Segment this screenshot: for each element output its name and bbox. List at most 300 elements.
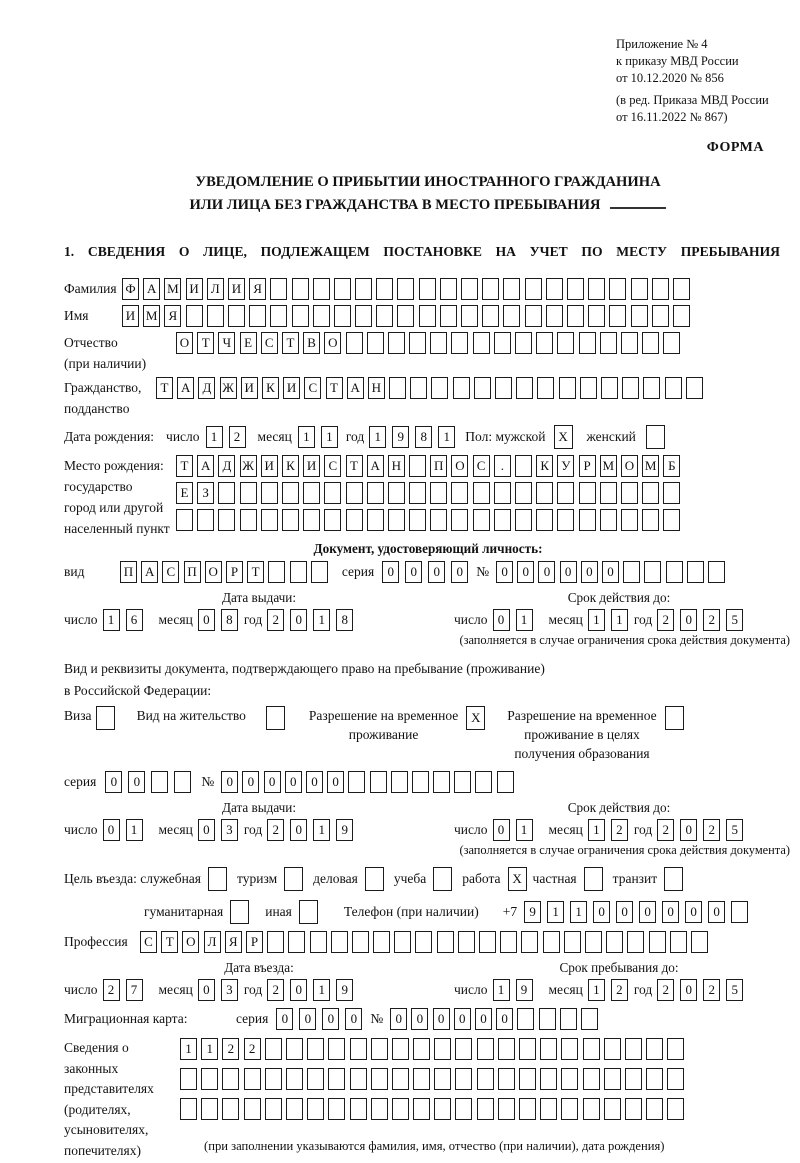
char-cell[interactable]	[174, 771, 191, 793]
char-cell[interactable]	[646, 1068, 663, 1090]
char-cell[interactable]	[631, 305, 648, 327]
char-cell[interactable]	[500, 931, 517, 953]
char-cell[interactable]	[600, 509, 617, 531]
char-cell[interactable]: 9	[392, 426, 409, 448]
char-cell[interactable]: С	[261, 332, 278, 354]
char-cell[interactable]	[580, 377, 597, 399]
char-cell[interactable]	[222, 1068, 239, 1090]
char-cell[interactable]	[265, 1038, 282, 1060]
char-cell[interactable]	[451, 509, 468, 531]
char-cell[interactable]	[494, 482, 511, 504]
char-cell[interactable]	[667, 1038, 684, 1060]
char-cell[interactable]: 0	[454, 1008, 471, 1030]
char-cell[interactable]	[691, 931, 708, 953]
char-cell[interactable]: С	[162, 561, 179, 583]
char-cell[interactable]: 1	[126, 819, 143, 841]
char-cell[interactable]	[540, 1038, 557, 1060]
char-cell[interactable]	[567, 305, 584, 327]
char-cell[interactable]	[665, 377, 682, 399]
stay-expiry-month-cells[interactable]	[588, 819, 634, 841]
char-cell[interactable]: С	[140, 931, 157, 953]
char-cell[interactable]: Н	[388, 455, 405, 477]
char-cell[interactable]	[288, 931, 305, 953]
char-cell[interactable]	[667, 1098, 684, 1120]
entry-month-cells[interactable]	[198, 979, 244, 1001]
char-cell[interactable]	[453, 377, 470, 399]
char-cell[interactable]	[731, 901, 748, 923]
sex-male-checkbox[interactable]: X	[554, 425, 573, 449]
char-cell[interactable]	[621, 482, 638, 504]
char-cell[interactable]	[328, 1098, 345, 1120]
char-cell[interactable]: Ч	[218, 332, 235, 354]
char-cell[interactable]: О	[324, 332, 341, 354]
purpose-humanitarian-checkbox[interactable]	[230, 900, 249, 924]
char-cell[interactable]	[621, 509, 638, 531]
char-cell[interactable]: 0	[451, 561, 468, 583]
char-cell[interactable]	[415, 931, 432, 953]
char-cell[interactable]: Т	[197, 332, 214, 354]
temp-residence-edu-checkbox[interactable]	[665, 706, 684, 730]
char-cell[interactable]	[324, 509, 341, 531]
char-cell[interactable]	[440, 305, 457, 327]
char-cell[interactable]: 0	[496, 1008, 513, 1030]
char-cell[interactable]	[666, 561, 683, 583]
char-cell[interactable]: 2	[657, 979, 674, 1001]
char-cell[interactable]: 0	[680, 609, 697, 631]
char-cell[interactable]: 0	[593, 901, 610, 923]
char-cell[interactable]	[419, 305, 436, 327]
char-cell[interactable]: Р	[246, 931, 263, 953]
stay-expiry-day-cells[interactable]	[493, 819, 539, 841]
char-cell[interactable]	[455, 1068, 472, 1090]
char-cell[interactable]	[561, 1038, 578, 1060]
char-cell[interactable]	[240, 509, 257, 531]
char-cell[interactable]: 1	[298, 426, 315, 448]
char-cell[interactable]: 0	[428, 561, 445, 583]
char-cell[interactable]: 9	[524, 901, 541, 923]
char-cell[interactable]	[477, 1098, 494, 1120]
char-cell[interactable]: 1	[206, 426, 223, 448]
char-cell[interactable]	[244, 1098, 261, 1120]
char-cell[interactable]	[440, 278, 457, 300]
char-cell[interactable]: И	[303, 455, 320, 477]
char-cell[interactable]	[642, 509, 659, 531]
char-cell[interactable]	[503, 278, 520, 300]
char-cell[interactable]	[649, 931, 666, 953]
char-cell[interactable]: 2	[657, 819, 674, 841]
char-cell[interactable]: 9	[336, 819, 353, 841]
char-cell[interactable]: 2	[267, 609, 284, 631]
birth-place-cells-1[interactable]	[176, 455, 685, 477]
char-cell[interactable]: А	[347, 377, 364, 399]
char-cell[interactable]: А	[143, 278, 160, 300]
char-cell[interactable]	[367, 482, 384, 504]
char-cell[interactable]	[282, 509, 299, 531]
char-cell[interactable]	[642, 482, 659, 504]
char-cell[interactable]	[409, 509, 426, 531]
char-cell[interactable]: К	[536, 455, 553, 477]
char-cell[interactable]	[370, 771, 387, 793]
char-cell[interactable]	[391, 771, 408, 793]
char-cell[interactable]: 2	[229, 426, 246, 448]
char-cell[interactable]	[540, 1068, 557, 1090]
char-cell[interactable]	[389, 377, 406, 399]
char-cell[interactable]	[352, 931, 369, 953]
char-cell[interactable]	[604, 1098, 621, 1120]
char-cell[interactable]: С	[304, 377, 321, 399]
char-cell[interactable]	[557, 482, 574, 504]
char-cell[interactable]: 0	[560, 561, 577, 583]
char-cell[interactable]	[388, 509, 405, 531]
char-cell[interactable]: Б	[663, 455, 680, 477]
char-cell[interactable]	[585, 931, 602, 953]
char-cell[interactable]	[461, 278, 478, 300]
char-cell[interactable]	[517, 1008, 534, 1030]
char-cell[interactable]: 1	[321, 426, 338, 448]
char-cell[interactable]	[609, 278, 626, 300]
char-cell[interactable]	[625, 1068, 642, 1090]
char-cell[interactable]	[392, 1038, 409, 1060]
char-cell[interactable]: 0	[198, 609, 215, 631]
char-cell[interactable]	[176, 509, 193, 531]
char-cell[interactable]	[434, 1068, 451, 1090]
char-cell[interactable]	[373, 931, 390, 953]
char-cell[interactable]: 1	[180, 1038, 197, 1060]
char-cell[interactable]	[479, 931, 496, 953]
purpose-study-checkbox[interactable]	[433, 867, 452, 891]
char-cell[interactable]: Ж	[220, 377, 237, 399]
char-cell[interactable]: 0	[345, 1008, 362, 1030]
char-cell[interactable]: М	[642, 455, 659, 477]
char-cell[interactable]	[559, 377, 576, 399]
char-cell[interactable]: Т	[156, 377, 173, 399]
char-cell[interactable]	[601, 377, 618, 399]
char-cell[interactable]	[392, 1068, 409, 1090]
id-doc-number-cells[interactable]	[496, 561, 729, 583]
char-cell[interactable]	[328, 1038, 345, 1060]
char-cell[interactable]: 0	[680, 979, 697, 1001]
char-cell[interactable]: 0	[581, 561, 598, 583]
char-cell[interactable]	[455, 1098, 472, 1120]
purpose-work-checkbox[interactable]: X	[508, 867, 527, 891]
char-cell[interactable]	[348, 771, 365, 793]
char-cell[interactable]: 0	[103, 819, 120, 841]
char-cell[interactable]	[494, 332, 511, 354]
char-cell[interactable]: 1	[313, 609, 330, 631]
char-cell[interactable]: 1	[547, 901, 564, 923]
char-cell[interactable]	[579, 332, 596, 354]
char-cell[interactable]	[151, 771, 168, 793]
char-cell[interactable]: Л	[204, 931, 221, 953]
char-cell[interactable]	[367, 332, 384, 354]
char-cell[interactable]: 0	[496, 561, 513, 583]
char-cell[interactable]: 0	[639, 901, 656, 923]
char-cell[interactable]	[180, 1068, 197, 1090]
stay-day-cells[interactable]	[493, 979, 539, 1001]
char-cell[interactable]	[307, 1038, 324, 1060]
char-cell[interactable]	[228, 305, 245, 327]
char-cell[interactable]: 0	[475, 1008, 492, 1030]
char-cell[interactable]: 8	[336, 609, 353, 631]
char-cell[interactable]: Я	[164, 305, 181, 327]
char-cell[interactable]	[663, 332, 680, 354]
char-cell[interactable]: Т	[282, 332, 299, 354]
id-doc-series-cells[interactable]	[382, 561, 474, 583]
char-cell[interactable]	[494, 509, 511, 531]
char-cell[interactable]: 0	[242, 771, 259, 793]
char-cell[interactable]: Н	[368, 377, 385, 399]
char-cell[interactable]	[663, 509, 680, 531]
char-cell[interactable]	[454, 771, 471, 793]
stay-issue-month-cells[interactable]	[198, 819, 244, 841]
char-cell[interactable]	[433, 771, 450, 793]
char-cell[interactable]	[604, 1038, 621, 1060]
char-cell[interactable]	[286, 1038, 303, 1060]
char-cell[interactable]: 1	[611, 609, 628, 631]
char-cell[interactable]: 1	[588, 979, 605, 1001]
char-cell[interactable]	[516, 377, 533, 399]
char-cell[interactable]: 0	[493, 609, 510, 631]
char-cell[interactable]: 1	[313, 979, 330, 1001]
char-cell[interactable]	[567, 278, 584, 300]
birth-year-cells[interactable]	[369, 426, 461, 448]
char-cell[interactable]	[197, 509, 214, 531]
char-cell[interactable]: 9	[336, 979, 353, 1001]
char-cell[interactable]: 0	[290, 609, 307, 631]
char-cell[interactable]	[583, 1068, 600, 1090]
char-cell[interactable]	[498, 1068, 515, 1090]
char-cell[interactable]	[519, 1068, 536, 1090]
char-cell[interactable]	[581, 1008, 598, 1030]
char-cell[interactable]	[621, 332, 638, 354]
char-cell[interactable]	[313, 278, 330, 300]
char-cell[interactable]: 9	[516, 979, 533, 1001]
char-cell[interactable]	[625, 1098, 642, 1120]
id-expiry-year-cells[interactable]	[657, 609, 749, 631]
purpose-business-checkbox[interactable]	[365, 867, 384, 891]
char-cell[interactable]: П	[120, 561, 137, 583]
char-cell[interactable]: 0	[221, 771, 238, 793]
char-cell[interactable]	[331, 931, 348, 953]
char-cell[interactable]: 2	[244, 1038, 261, 1060]
char-cell[interactable]: 0	[411, 1008, 428, 1030]
char-cell[interactable]	[623, 561, 640, 583]
char-cell[interactable]	[667, 1068, 684, 1090]
char-cell[interactable]	[430, 482, 447, 504]
char-cell[interactable]	[525, 278, 542, 300]
char-cell[interactable]	[376, 278, 393, 300]
char-cell[interactable]	[313, 305, 330, 327]
char-cell[interactable]	[437, 931, 454, 953]
char-cell[interactable]: М	[143, 305, 160, 327]
char-cell[interactable]	[473, 509, 490, 531]
char-cell[interactable]	[588, 305, 605, 327]
sex-female-checkbox[interactable]	[646, 425, 665, 449]
char-cell[interactable]	[410, 377, 427, 399]
char-cell[interactable]: 5	[726, 819, 743, 841]
char-cell[interactable]	[431, 377, 448, 399]
char-cell[interactable]: 3	[221, 819, 238, 841]
char-cell[interactable]: 0	[616, 901, 633, 923]
char-cell[interactable]	[310, 931, 327, 953]
id-expiry-day-cells[interactable]	[493, 609, 539, 631]
char-cell[interactable]: 0	[517, 561, 534, 583]
char-cell[interactable]	[346, 509, 363, 531]
id-issue-day-cells[interactable]	[103, 609, 149, 631]
char-cell[interactable]: 1	[313, 819, 330, 841]
char-cell[interactable]	[461, 305, 478, 327]
entry-year-cells[interactable]	[267, 979, 359, 1001]
char-cell[interactable]: И	[261, 455, 278, 477]
char-cell[interactable]	[261, 509, 278, 531]
char-cell[interactable]: О	[205, 561, 222, 583]
stay-year-cells[interactable]	[657, 979, 749, 1001]
char-cell[interactable]: 2	[267, 979, 284, 1001]
char-cell[interactable]: Я	[225, 931, 242, 953]
char-cell[interactable]	[536, 509, 553, 531]
char-cell[interactable]: В	[303, 332, 320, 354]
char-cell[interactable]	[600, 332, 617, 354]
char-cell[interactable]: Р	[579, 455, 596, 477]
char-cell[interactable]: 2	[611, 819, 628, 841]
char-cell[interactable]: З	[197, 482, 214, 504]
char-cell[interactable]: 0	[382, 561, 399, 583]
char-cell[interactable]: Ж	[240, 455, 257, 477]
stay-doc-number-cells[interactable]	[221, 771, 518, 793]
char-cell[interactable]	[355, 305, 372, 327]
char-cell[interactable]	[394, 931, 411, 953]
char-cell[interactable]	[643, 377, 660, 399]
char-cell[interactable]: О	[182, 931, 199, 953]
char-cell[interactable]: А	[367, 455, 384, 477]
char-cell[interactable]: 0	[493, 819, 510, 841]
char-cell[interactable]	[371, 1098, 388, 1120]
char-cell[interactable]	[521, 931, 538, 953]
char-cell[interactable]	[644, 561, 661, 583]
char-cell[interactable]	[458, 931, 475, 953]
char-cell[interactable]	[409, 482, 426, 504]
char-cell[interactable]	[646, 1038, 663, 1060]
char-cell[interactable]	[413, 1068, 430, 1090]
char-cell[interactable]	[673, 278, 690, 300]
char-cell[interactable]	[413, 1098, 430, 1120]
char-cell[interactable]	[244, 1068, 261, 1090]
char-cell[interactable]	[519, 1038, 536, 1060]
char-cell[interactable]	[307, 1068, 324, 1090]
char-cell[interactable]	[525, 305, 542, 327]
char-cell[interactable]: 8	[415, 426, 432, 448]
char-cell[interactable]: 2	[222, 1038, 239, 1060]
char-cell[interactable]	[268, 561, 285, 583]
char-cell[interactable]: 2	[703, 819, 720, 841]
char-cell[interactable]	[311, 561, 328, 583]
char-cell[interactable]	[303, 482, 320, 504]
char-cell[interactable]	[588, 278, 605, 300]
char-cell[interactable]	[409, 455, 426, 477]
char-cell[interactable]: 6	[126, 609, 143, 631]
char-cell[interactable]	[392, 1098, 409, 1120]
char-cell[interactable]	[267, 931, 284, 953]
phone-cells[interactable]	[524, 901, 754, 923]
char-cell[interactable]	[627, 931, 644, 953]
char-cell[interactable]	[222, 1098, 239, 1120]
char-cell[interactable]: 5	[726, 979, 743, 1001]
char-cell[interactable]	[371, 1068, 388, 1090]
id-issue-month-cells[interactable]	[198, 609, 244, 631]
char-cell[interactable]	[561, 1098, 578, 1120]
char-cell[interactable]: П	[430, 455, 447, 477]
char-cell[interactable]	[515, 482, 532, 504]
char-cell[interactable]	[350, 1038, 367, 1060]
id-issue-year-cells[interactable]	[267, 609, 359, 631]
char-cell[interactable]: И	[122, 305, 139, 327]
char-cell[interactable]	[430, 509, 447, 531]
stay-doc-series-cells[interactable]	[105, 771, 197, 793]
char-cell[interactable]	[412, 771, 429, 793]
char-cell[interactable]	[397, 278, 414, 300]
char-cell[interactable]	[186, 305, 203, 327]
char-cell[interactable]	[673, 305, 690, 327]
char-cell[interactable]: Д	[218, 455, 235, 477]
char-cell[interactable]: М	[600, 455, 617, 477]
char-cell[interactable]	[218, 482, 235, 504]
char-cell[interactable]	[451, 482, 468, 504]
char-cell[interactable]: Д	[198, 377, 215, 399]
char-cell[interactable]	[292, 278, 309, 300]
char-cell[interactable]: 3	[221, 979, 238, 1001]
char-cell[interactable]: 2	[657, 609, 674, 631]
char-cell[interactable]: 1	[570, 901, 587, 923]
char-cell[interactable]	[609, 305, 626, 327]
char-cell[interactable]	[642, 332, 659, 354]
char-cell[interactable]	[434, 1098, 451, 1120]
char-cell[interactable]	[579, 509, 596, 531]
char-cell[interactable]: 0	[198, 819, 215, 841]
char-cell[interactable]	[201, 1068, 218, 1090]
char-cell[interactable]	[498, 1098, 515, 1120]
char-cell[interactable]	[539, 1008, 556, 1030]
stay-expiry-year-cells[interactable]	[657, 819, 749, 841]
char-cell[interactable]: 0	[276, 1008, 293, 1030]
id-doc-kind-cells[interactable]	[120, 561, 332, 583]
purpose-private-checkbox[interactable]	[584, 867, 603, 891]
char-cell[interactable]	[687, 561, 704, 583]
char-cell[interactable]	[652, 278, 669, 300]
char-cell[interactable]	[270, 305, 287, 327]
char-cell[interactable]: И	[228, 278, 245, 300]
purpose-other-checkbox[interactable]	[299, 900, 318, 924]
char-cell[interactable]	[346, 482, 363, 504]
temp-residence-checkbox[interactable]: X	[466, 706, 485, 730]
char-cell[interactable]	[376, 305, 393, 327]
char-cell[interactable]	[346, 332, 363, 354]
char-cell[interactable]	[240, 482, 257, 504]
char-cell[interactable]	[498, 1038, 515, 1060]
residence-permit-checkbox[interactable]	[266, 706, 285, 730]
char-cell[interactable]: К	[262, 377, 279, 399]
birth-day-cells[interactable]	[206, 426, 252, 448]
char-cell[interactable]	[537, 377, 554, 399]
char-cell[interactable]: Т	[326, 377, 343, 399]
purpose-official-checkbox[interactable]	[208, 867, 227, 891]
char-cell[interactable]: 0	[264, 771, 281, 793]
char-cell[interactable]	[606, 931, 623, 953]
char-cell[interactable]: 1	[493, 979, 510, 1001]
char-cell[interactable]	[646, 1098, 663, 1120]
purpose-transit-checkbox[interactable]	[664, 867, 683, 891]
char-cell[interactable]: С	[473, 455, 490, 477]
char-cell[interactable]	[631, 278, 648, 300]
